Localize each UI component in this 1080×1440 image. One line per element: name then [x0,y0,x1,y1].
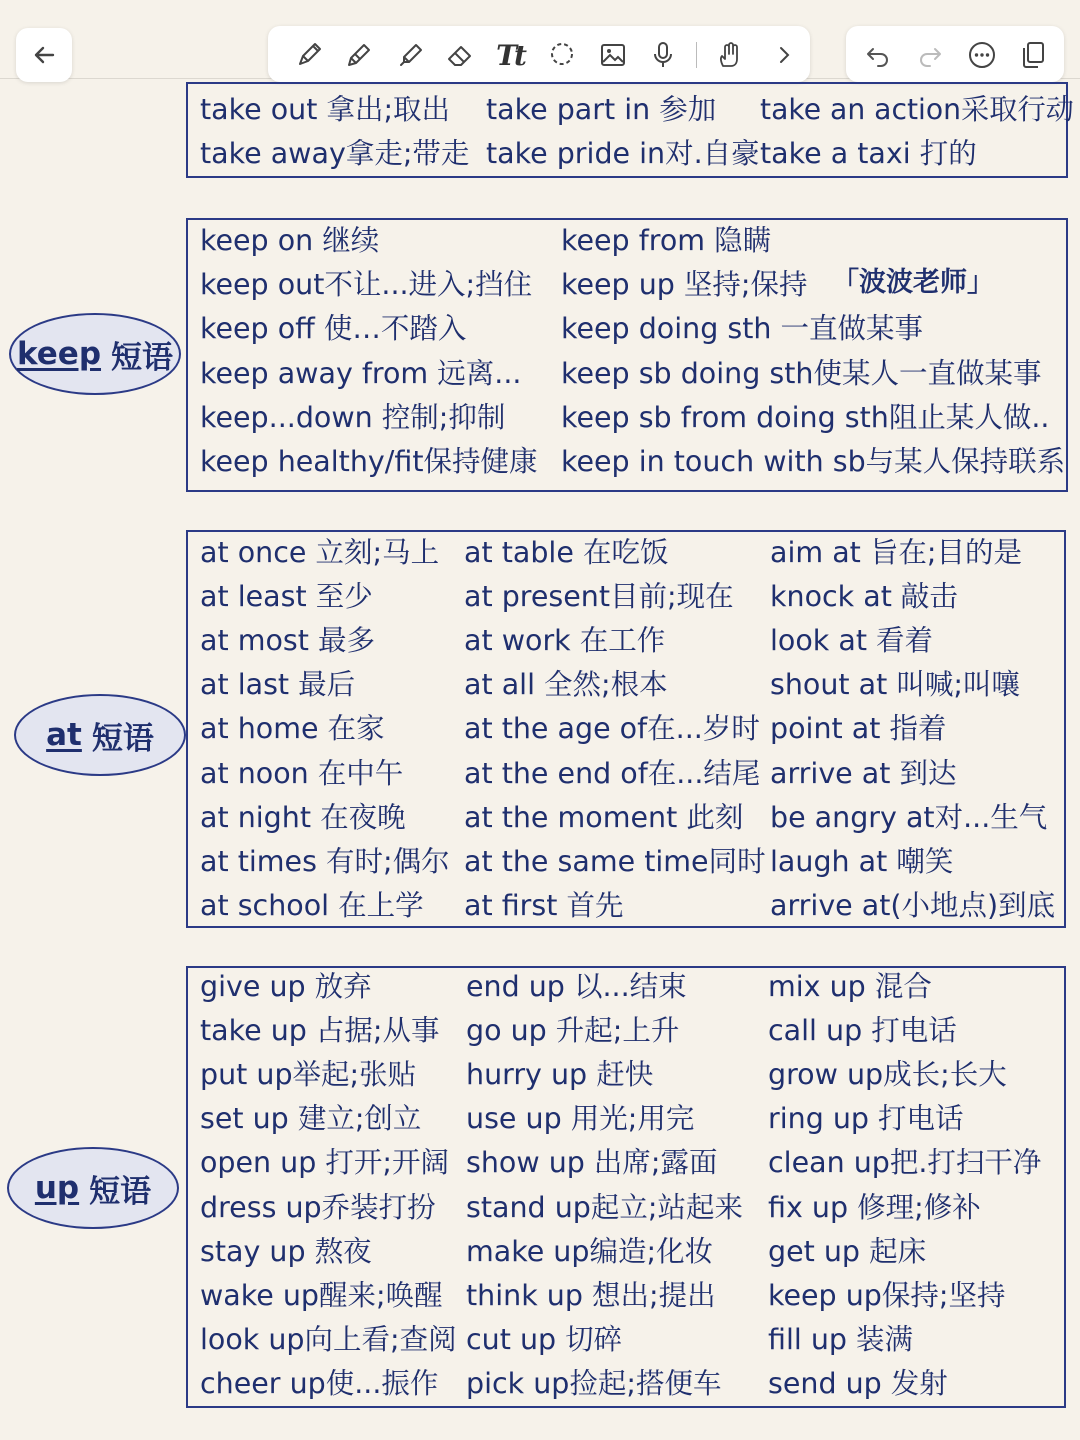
highlighter-icon[interactable] [392,37,428,73]
up-phrase: think up 想出;提出 [466,1278,716,1312]
at-phrase: at table 在吃饭 [464,536,669,569]
up-phrase: give up 放弃 [200,970,372,1003]
at-phrase: at the moment 此刻 [464,800,744,834]
at-phrase: at once 立刻;马上 [200,536,440,569]
take-phrase: take a taxi 打的 [760,137,977,170]
pen-icon[interactable] [291,37,327,73]
at-phrase: look at 看着 [770,624,934,658]
at-phrase: at times 有时;偶尔 [200,844,450,878]
toolbar-separator [696,42,697,68]
keep-phrase: keep sb doing sth使某人一直做某事 [561,356,1042,390]
at-phrase: at most 最多 [200,624,375,658]
keep-phrase: keep off 使…不踏入 [200,312,467,346]
redo-icon[interactable] [912,37,948,73]
at-phrase: at last 最后 [200,668,356,702]
up-phrase: go up 升起;上升 [466,1014,680,1048]
at-phrase: aim at 旨在;目的是 [770,536,1023,569]
up-phrase: ring up 打电话 [768,1102,964,1136]
up-phrase: stay up 熬夜 [200,1234,372,1268]
at-phrase: at the same time同时 [464,844,766,878]
up-phrase: pick up捡起;搭便车 [466,1366,722,1400]
up-phrase: wake up醒来;唤醒 [200,1278,443,1312]
at-phrase: be angry at对...生气 [770,800,1048,834]
undo-icon[interactable] [860,37,896,73]
take-phrase: take an action采取行动 [760,93,1074,126]
at-phrase: at noon 在中午 [200,756,404,790]
text-tool-label: Tt [496,38,524,72]
at-phrase: at all 全然;根本 [464,668,668,702]
at-phrase: at school 在上学 [200,888,424,922]
keep-phrase: keep sb from doing sth阻止某人做.. [561,400,1050,434]
up-phrase: fill up 装满 [768,1322,914,1356]
up-phrase: make up编造;化妆 [466,1234,714,1268]
at-phrase: shout at 叫喊;叫嚷 [770,668,1020,702]
at-label-chinese: 短语 [91,720,154,757]
keep-phrase: keep...down 控制;抑制 [200,400,506,434]
at-phrase: at home 在家 [200,712,385,746]
take-phrase: take away拿走;带走 [200,137,470,170]
up-phrase: end up 以...结束 [466,970,687,1003]
at-phrase: laugh at 嘲笑 [770,844,954,878]
up-phrase: keep up保持;坚持 [768,1278,1006,1312]
pages-icon[interactable] [1015,37,1051,73]
text-tool-icon[interactable] [492,37,528,73]
up-phrase: cut up 切碎 [466,1322,623,1356]
at-phrase: at the end of在...结尾 [464,756,761,790]
take-phrase: take part in 参加 [486,93,717,126]
keep-phrase: keep away from 远离... [200,356,522,390]
up-phrase: mix up 混合 [768,970,932,1003]
at-phrase: arrive at(小地点)到底 [770,888,1056,922]
keep-phrase: keep on 继续 [200,224,380,257]
at-label-keyword: at [46,717,82,753]
at-phrase: arrive at 到达 [770,756,957,790]
keep-phrase: keep out不让...进入;挡住 [200,268,533,302]
take-phrase: take out 拿出;取出 [200,93,451,126]
image-icon[interactable] [595,37,631,73]
keep-phrase: keep up 坚持;保持 [561,268,808,302]
hand-draw-icon[interactable] [712,37,748,73]
at-phrase: at present目前;现在 [464,580,734,614]
up-label-chinese: 短语 [89,1173,152,1210]
at-phrase: knock at 敲击 [770,580,958,614]
up-phrase: show up 出席;露面 [466,1146,718,1180]
at-phrase: at the age of在...岁时 [464,712,760,746]
keep-label-keyword: keep [16,336,102,372]
up-phrase: look up向上看;查阅 [200,1322,457,1356]
up-phrase: dress up乔装打扮 [200,1190,436,1224]
up-phrase: clean up把.打扫干净 [768,1146,1042,1180]
keep-phrase: keep doing sth 一直做某事 [561,312,924,346]
up-phrase: grow up成长;长大 [768,1058,1007,1092]
up-phrase: put up举起;张贴 [200,1058,417,1092]
eraser-icon[interactable] [442,37,478,73]
more-icon[interactable] [964,37,1000,73]
at-phrases-label [14,694,186,776]
up-label-keyword: up [34,1170,80,1206]
back-button-container[interactable] [16,28,72,82]
up-phrase: call up 打电话 [768,1014,957,1048]
at-phrase: point at 指着 [770,712,947,746]
at-phrase: at first 首先 [464,888,624,922]
chevron-right-icon[interactable] [766,37,802,73]
up-phrase: use up 用光;用完 [466,1102,695,1136]
take-phrase: take pride in对.自豪 [486,137,760,170]
up-phrase: hurry up 赶快 [466,1058,654,1092]
up-phrase: stand up起立;站起来 [466,1190,743,1224]
keep-phrases-label [9,313,181,395]
keep-phrase: keep healthy/fit保持健康 [200,445,538,478]
arrow-left-icon[interactable] [29,40,59,70]
at-phrase: at night 在夜晚 [200,800,406,834]
up-phrase: cheer up使...振作 [200,1366,439,1400]
microphone-icon[interactable] [645,37,681,73]
up-phrase: get up 起床 [768,1234,927,1268]
keep-label-chinese: 短语 [111,339,174,376]
up-phrases-label [7,1147,179,1229]
up-phrase: set up 建立;创立 [200,1102,422,1136]
up-phrase: open up 打开;开阔 [200,1146,449,1180]
watermark-stamp: 「波波老师」 [832,267,994,298]
at-phrase: at least 至少 [200,580,373,614]
at-phrase: at work 在工作 [464,624,666,658]
pencil-icon[interactable] [341,37,377,73]
keep-phrase: keep from 隐瞒 [561,224,772,257]
up-phrase: take up 占据;从事 [200,1014,440,1048]
keep-phrase: keep in touch with sb与某人保持联系 [561,445,1066,478]
lasso-icon[interactable] [544,37,580,73]
up-phrase: send up 发射 [768,1366,948,1400]
up-phrase: fix up 修理;修补 [768,1190,981,1224]
